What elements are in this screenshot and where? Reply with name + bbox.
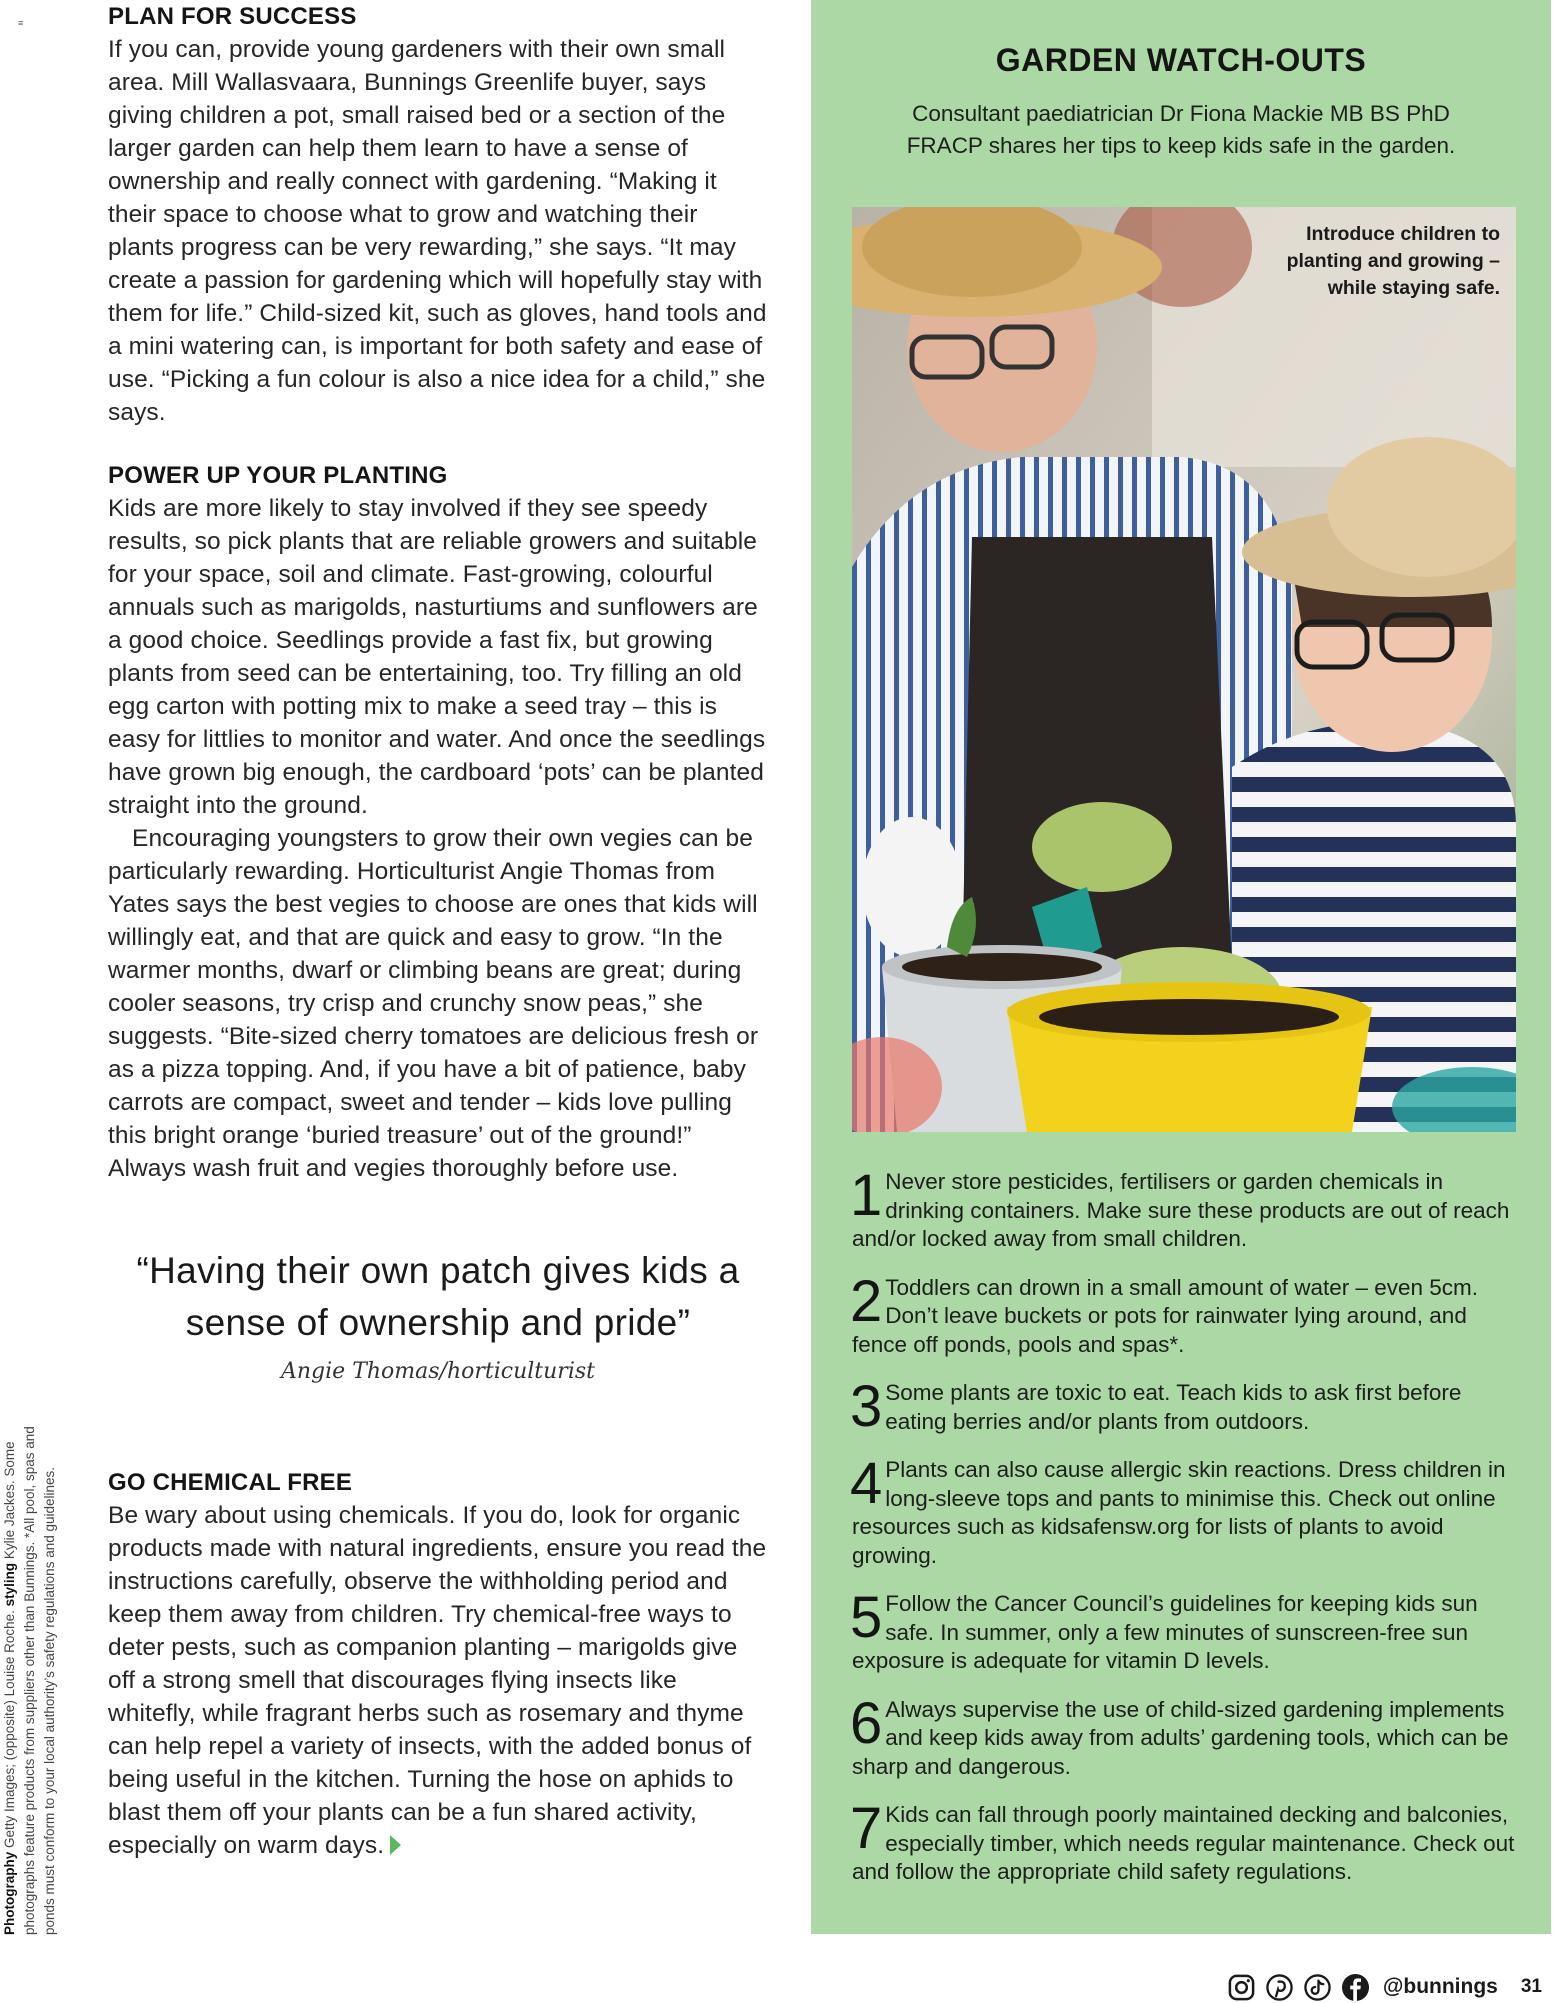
tip-3	[850, 1374, 1517, 1439]
instagram-icon[interactable]	[1227, 1973, 1256, 2002]
gardening-photo	[852, 207, 1516, 1132]
credit-styling-label: styling	[2, 1562, 17, 1607]
heading-chemical-free: GO CHEMICAL FREE	[108, 1469, 353, 1496]
tip-text: Never store pesticides, fertilisers or garden chemicals in drinking containers. Make sure these products are out of reach and/or locked away from small children.	[852, 1169, 1510, 1251]
credit-photo-text: Getty Images; (opposite) Louise Roche.	[2, 1606, 17, 1852]
tip-number: 5	[850, 1585, 883, 1650]
credit-photo-label: Photography	[2, 1851, 17, 1935]
social-handle[interactable]: @bunnings	[1382, 1975, 1498, 1998]
pull-quote-block	[108, 1245, 768, 1384]
tip-number: 2	[850, 1268, 883, 1334]
tips-list	[850, 1163, 1517, 1907]
end-arrow-icon	[390, 1835, 401, 1855]
tip-1	[850, 1163, 1517, 1254]
tip-text: Some plants are toxic to eat. Teach kids to ask first before eating berries and/or plants from outdoors.	[885, 1380, 1462, 1434]
tip-text: Follow the Cancer Council’s guidelines for keeping kids sun safe. In summer, only a few minutes of sunscreen-free sun exposure is adequate for vitamin D levels.	[852, 1591, 1478, 1673]
garden-watch-outs-panel	[811, 0, 1551, 1934]
tip-6	[850, 1690, 1517, 1782]
paragraph-power-up-2: Encouraging youngsters to grow their own vegies can be particularly rewarding. Horticulturist Angie Thomas from Yates says the best vegies to choose are ones that kids will willingly eat, and that are quick and easy to grow. “In the warmer months, dwarf or climbing beans are great; during cooler seasons, try crisp and crunchy snow peas,” she suggests. “Bite-sized cherry tomatoes are delicious fresh or as a pizza topping. And, if you have a bit of patience, baby carrots are compact, sweet and tender – kids love pulling this bright orange ‘buried treasure’ out of the ground!” Always wash fruit and vegies thoroughly before use.	[108, 825, 759, 1182]
page-number: 31	[1520, 1976, 1542, 1997]
paragraph-chemical-free-text: Be wary about using chemicals. If you do, look for organic products made with natural ingredients, ensure you read the instructions carefully, observe the withholding period and keep them away from children. Try chemical-free ways to deter pests, such as companion planting – marigolds give off a strong smell that discourages flying insects like whitefly, while fragrant herbs such as rosemary and thyme can help repel a variety of insects, with the added bonus of being useful in the kitchen. Turning the hose on aphids to blast them off your plants can be a fun shared activity, especially on warm days.	[108, 1502, 767, 1859]
paragraph-plan-for-success: If you can, provide young gardeners with their own small area. Mill Wallasvaara, Bunnings Greenlife buyer, says giving children a pot, small raised bed or a section of the larger garden can help them learn to have a sense of ownership and really connect with gardening. “Making it their space to choose what to grow and watching their plants progress can be very rewarding,” she says. “It may create a passion for gardening which will hopefully stay with them for life.” Child-sized kit, such as gloves, hand tools and a mini watering can, is important for both safety and ease of use. “Picking a fun colour is also a nice idea for a child,” she says.	[108, 36, 767, 426]
tip-7	[850, 1796, 1517, 1887]
tip-number: 4	[850, 1451, 883, 1516]
tip-5	[850, 1585, 1517, 1676]
tip-text: Toddlers can drown in a small amount of water – even 5cm. Don’t leave buckets or pots for rainwater lying around, and fence off ponds, pools and spas*.	[852, 1274, 1479, 1357]
heading-plan-for-success: PLAN FOR SUCCESS	[108, 3, 357, 30]
tip-2	[850, 1268, 1517, 1360]
photo-caption: Introduce children to planting and growing – while staying safe.	[1286, 223, 1500, 299]
facebook-icon[interactable]	[1341, 1973, 1370, 2002]
photo-credits	[0, 1415, 60, 1935]
tip-number: 3	[850, 1374, 883, 1439]
tip-text: Always supervise the use of child-sized gardening implements and keep kids away from adults’ gardening tools, which can be sharp and dangerous.	[852, 1696, 1509, 1779]
pinterest-icon[interactable]	[1265, 1973, 1294, 2002]
pull-quote: “Having their own patch gives kids a sense of ownership and pride”	[136, 1250, 740, 1343]
corner-mark: ≡	[18, 18, 24, 28]
tip-text: Plants can also cause allergic skin reactions. Dress children in long-sleeve tops and pants to minimise this. Check out online resources such as kidsafensw.org for lists of plants to avoid growing.	[852, 1457, 1506, 1568]
panel-title: GARDEN WATCH-OUTS	[995, 42, 1367, 78]
tip-number: 7	[850, 1796, 883, 1861]
panel-intro: Consultant paediatrician Dr Fiona Mackie MB BS PhD FRACP shares her tips to keep kids safe in the garden.	[906, 101, 1456, 158]
heading-power-up: POWER UP YOUR PLANTING	[108, 462, 448, 489]
page-footer	[1227, 1971, 1542, 2003]
article-column	[108, 0, 768, 1862]
credit-styling-text: Kylie Jackes. Some photographs feature products from suppliers other than Bunnings. *All pool, spas and ponds must conform to your local authority’s safety regulations and guidelines.	[2, 1426, 57, 1935]
paragraph-power-up-1: Kids are more likely to stay involved if they see speedy results, so pick plants that are reliable growers and suitable for your space, soil and climate. Fast-growing, colourful annuals such as marigolds, nasturtiums and sunflowers are a good choice. Seedlings provide a fast fix, but growing plants from seed can be entertaining, too. Try filling an old egg carton with potting mix to make a seed tray – this is easy for littlies to monitor and water. And once the seedlings have grown big enough, the cardboard ‘pots’ can be planted straight into the ground.	[108, 495, 766, 819]
tip-number: 1	[850, 1163, 883, 1228]
paragraph-chemical-free	[108, 1499, 768, 1862]
photo-illustration	[852, 207, 1516, 1132]
tiktok-icon[interactable]	[1303, 1973, 1332, 2002]
tip-4	[850, 1451, 1517, 1570]
tip-number: 6	[850, 1690, 883, 1756]
tip-text: Kids can fall through poorly maintained decking and balconies, especially timber, which needs regular maintenance. Check out and follow the appropriate child safety regulations.	[852, 1802, 1515, 1884]
quote-attribution: Angie Thomas/horticulturist	[281, 1359, 595, 1384]
